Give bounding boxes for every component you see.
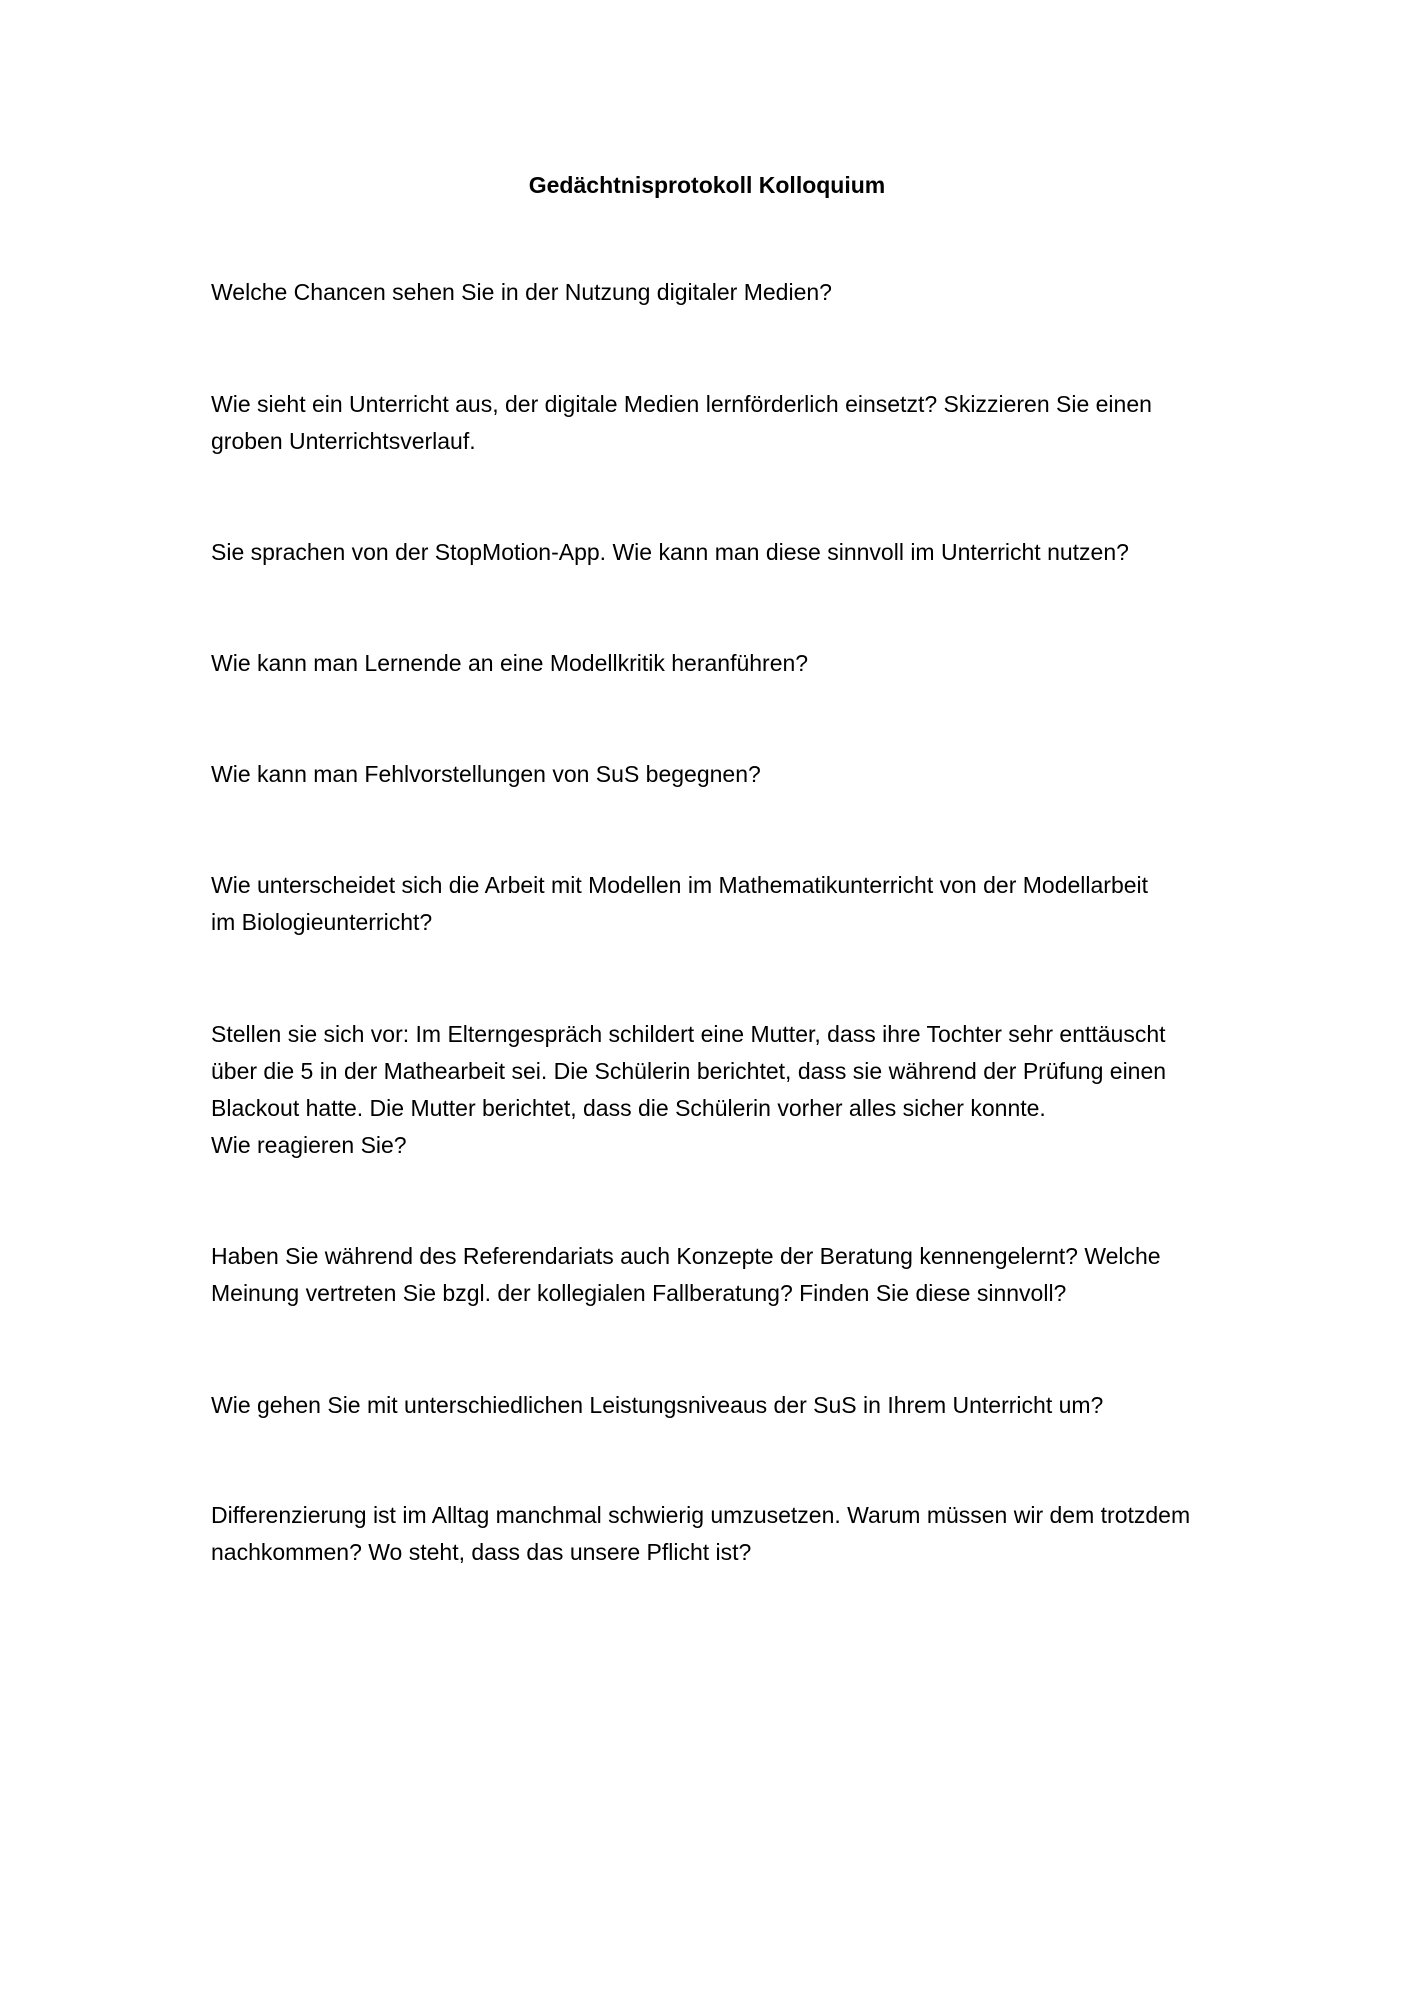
question-4: Wie kann man Lernende an eine Modellkritik heranführen? xyxy=(211,650,809,676)
question-1: Welche Chancen sehen Sie in der Nutzung digitaler Medien? xyxy=(211,279,832,305)
question-5: Wie kann man Fehlvorstellungen von SuS begegnen? xyxy=(211,761,761,787)
question-7: Stellen sie sich vor: Im Elterngespräch schildert eine Mutter, dass ihre Tochter sehr enttäuscht über die 5 in der Mathearbeit sei. Die Schülerin berichtet, dass sie während der Prüfung einen Blackout hatte. Die Mutter berichtet, dass die Schülerin vorher alles sicher konnte. Wie reagieren Sie? xyxy=(211,1021,1167,1158)
question-10: Differenzierung ist im Alltag manchmal schwierig umzusetzen. Warum müssen wir dem trotzdem nachkommen? Wo steht, dass das unsere Pflicht ist? xyxy=(211,1502,1191,1565)
question-3: Sie sprachen von der StopMotion-App. Wie kann man diese sinnvoll im Unterricht nutzen? xyxy=(211,539,1129,565)
question-6: Wie unterscheidet sich die Arbeit mit Modellen im Mathematikunterricht von der Modellarbeit im Biologieunterricht? xyxy=(211,872,1149,935)
document-title: Gedächtnisprotokoll Kolloquium xyxy=(528,172,886,198)
question-9: Wie gehen Sie mit unterschiedlichen Leistungsniveaus der SuS in Ihrem Unterricht um? xyxy=(211,1392,1104,1418)
question-2: Wie sieht ein Unterricht aus, der digitale Medien lernförderlich einsetzt? Skizzieren Sie einen groben Unterrichtsverlauf. xyxy=(211,391,1152,454)
question-8: Haben Sie während des Referendariats auch Konzepte der Beratung kennengelernt? Welche Meinung vertreten Sie bzgl. der kollegialen Fallberatung? Finden Sie diese sinnvoll? xyxy=(211,1243,1161,1306)
